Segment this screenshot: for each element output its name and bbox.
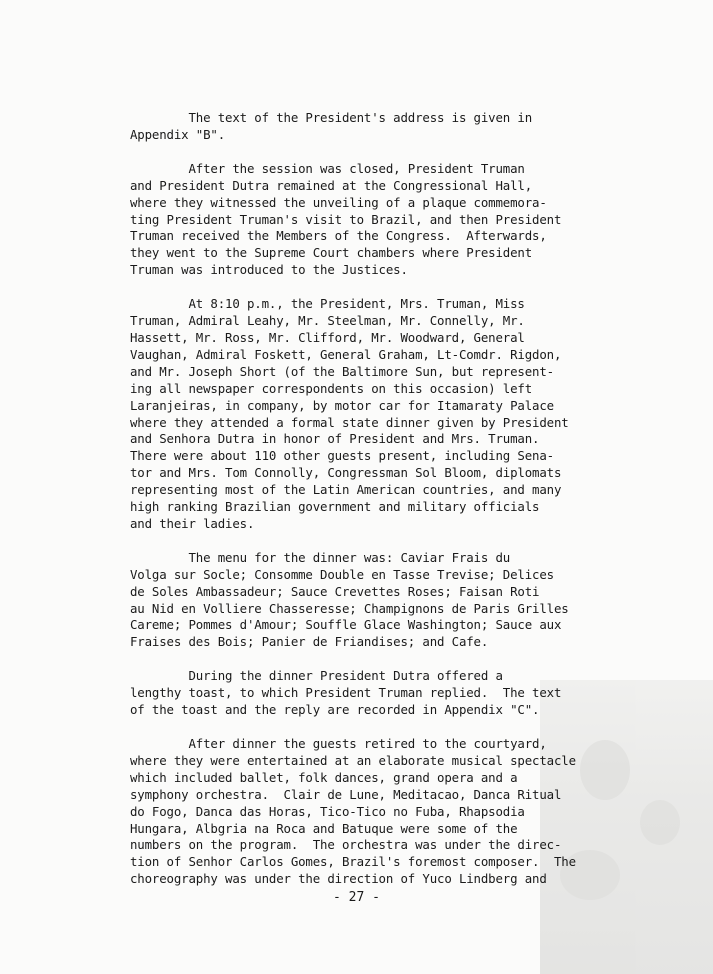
text-line: au Nid en Volliere Chasseresse; Champignons de Paris Grilles	[130, 600, 569, 616]
text-line: where they were entertained at an elaborate musical spectacle	[130, 752, 576, 768]
text-line: tor and Mrs. Tom Connolly, Congressman Sol Bloom, diplomats	[130, 465, 562, 481]
paragraph	[130, 736, 600, 888]
paragraph	[130, 668, 600, 719]
text-line: choreography was under the direction of Yuco Lindberg and	[130, 871, 547, 887]
text-line: There were about 110 other guests present, including Sena-	[130, 448, 554, 464]
text-line: Appendix "B".	[130, 126, 226, 142]
text-line: After the session was closed, President Truman	[130, 160, 525, 176]
text-line: representing most of the Latin American countries, and many	[130, 482, 562, 498]
text-line: de Soles Ambassadeur; Sauce Crevettes Roses; Faisan Roti	[130, 583, 540, 599]
paragraph	[130, 296, 600, 533]
text-line: and President Dutra remained at the Congressional Hall,	[130, 177, 533, 193]
text-line: ting President Truman's visit to Brazil, and then President	[130, 211, 562, 227]
text-line: symphony orchestra. Clair de Lune, Meditacao, Danca Ritual	[130, 786, 562, 802]
text-line: Fraises des Bois; Panier de Friandises; and Cafe.	[130, 634, 489, 650]
text-line: and Mr. Joseph Short (of the Baltimore Sun, but represent-	[130, 363, 554, 379]
text-line: lengthy toast, to which President Truman replied. The text	[130, 685, 562, 701]
text-line: After dinner the guests retired to the courtyard,	[130, 736, 547, 751]
text-line: Hassett, Mr. Ross, Mr. Clifford, Mr. Woodward, General	[130, 329, 525, 345]
text-line: which included ballet, folk dances, grand opera and a	[130, 769, 518, 785]
paragraph	[130, 550, 600, 651]
text-line: where they witnessed the unveiling of a plaque commemora-	[130, 194, 547, 210]
text-line: where they attended a formal state dinner given by President	[130, 414, 569, 430]
text-line: and Senhora Dutra in honor of President and Mrs. Truman.	[130, 431, 540, 447]
text-line: Volga sur Socle; Consomme Double en Tasse Trevise; Delices	[130, 566, 554, 582]
text-line: Vaughan, Admiral Foskett, General Graham, Lt-Comdr. Rigdon,	[130, 346, 562, 362]
text-line: Truman, Admiral Leahy, Mr. Steelman, Mr. Connelly, Mr.	[130, 313, 525, 329]
text-line: The menu for the dinner was: Caviar Frais du	[130, 549, 511, 565]
text-line: At 8:10 p.m., the President, Mrs. Truman, Miss	[130, 296, 525, 312]
text-line: and their ladies.	[130, 515, 255, 531]
text-line: of the toast and the reply are recorded in Appendix "C".	[130, 702, 540, 718]
text-line: Laranjeiras, in company, by motor car for Itamaraty Palace	[130, 397, 554, 413]
text-line: numbers on the program. The orchestra was under the direc-	[130, 837, 562, 853]
text-line: ing all newspaper correspondents on this occasion) left	[130, 380, 533, 396]
text-line: Truman received the Members of the Congress. Afterwards,	[130, 228, 547, 244]
text-line: they went to the Supreme Court chambers where President	[130, 245, 533, 261]
paragraph	[130, 110, 600, 144]
text-line: Careme; Pommes d'Amour; Souffle Glace Washington; Sauce aux	[130, 617, 562, 633]
body-text	[130, 110, 600, 905]
text-line: do Fogo, Danca das Horas, Tico-Tico no Fuba, Rhapsodia	[130, 803, 525, 819]
text-line: The text of the President's address is given in	[130, 110, 533, 125]
text-line: During the dinner President Dutra offered a	[130, 668, 503, 684]
text-line: tion of Senhor Carlos Gomes, Brazil's foremost composer. The	[130, 854, 576, 870]
text-line: Hungara, Albgria na Roca and Batuque were some of the	[130, 820, 518, 836]
page-number: - 27 -	[333, 890, 380, 905]
paragraph	[130, 161, 600, 279]
text-line: Truman was introduced to the Justices.	[130, 262, 408, 278]
text-line: high ranking Brazilian government and military officials	[130, 499, 540, 515]
